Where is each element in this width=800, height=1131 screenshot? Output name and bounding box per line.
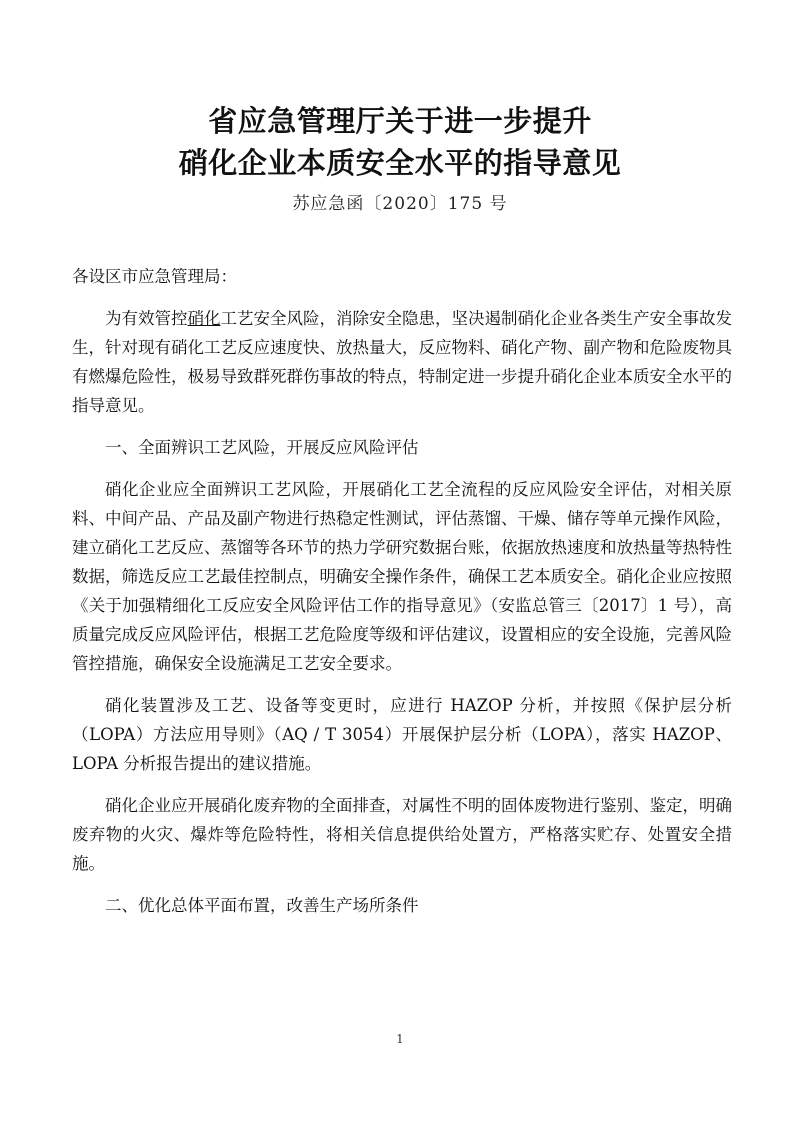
document-number: 苏应急函〔2020〕175 号 <box>292 194 508 214</box>
body-text <box>72 262 732 920</box>
section-1-paragraph-3: 硝化企业应开展硝化废弃物的全面排查，对属性不明的固体废物进行鉴别、鉴定，明确废弃物的火灾、爆炸等危险特性，将相关信息提供给处置方，严格落实贮存、处置安全措施。 <box>72 796 732 873</box>
intro-underlined-term: 硝化 <box>187 309 221 328</box>
section-1-paragraph-2: 硝化装置涉及工艺、设备等变更时，应进行 HAZOP 分析，并按照《保护层分析（LOPA）方法应用导则》（AQ / T 3054）开展保护层分析（LOPA），落实 HAZOP、LOPA 分析报告提出的建议措施。 <box>72 696 732 773</box>
page-number: 1 <box>396 1032 404 1046</box>
section-1-paragraph-1: 硝化企业应全面辨识工艺风险，开展硝化工艺全流程的反应风险安全评估，对相关原料、中间产品、产品及副产物进行热稳定性测试，评估蒸馏、干燥、储存等单元操作风险，建立硝化工艺反应、蒸馏等各环节的热力学研究数据台账，依据放热速度和放热量等热特性数据，筛选反应工艺最佳控制点，明确安全操作条件，确保工艺本质安全。硝化企业应按照《关于加强精细化工反应安全风险评估工作的指导意见》（安监总管三〔2017〕1 号），高质量完成反应风险评估，根据工艺危险度等级和评估建议，设置相应的安全设施，完善风险管控措施，确保安全设施满足工艺安全要求。 <box>72 480 732 673</box>
document-title-line-1: 省应急管理厅关于进一步提升 <box>208 104 592 138</box>
intro-prefix: 为有效管控 <box>105 309 188 328</box>
salutation: 各设区市应急管理局： <box>72 267 237 286</box>
intro-paragraph <box>72 304 732 420</box>
section-1-heading: 一、全面辨识工艺风险，开展反应风险评估 <box>105 438 419 457</box>
intro-suffix: 工艺安全风险，消除安全隐患，坚决遏制硝化企业各类生产安全事故发生，针对现有硝化工艺反应速度快、放热量大，反应物料、硝化产物、副产物和危险废物具有燃爆危险性，极易导致群死群伤事故的特点，特制定进一步提升硝化企业本质安全水平的指导意见。 <box>72 309 732 415</box>
document-title-line-2: 硝化企业本质安全水平的指导意见 <box>178 146 622 180</box>
section-2-heading: 二、优化总体平面布置，改善生产场所条件 <box>105 896 419 915</box>
title-block <box>0 100 800 216</box>
